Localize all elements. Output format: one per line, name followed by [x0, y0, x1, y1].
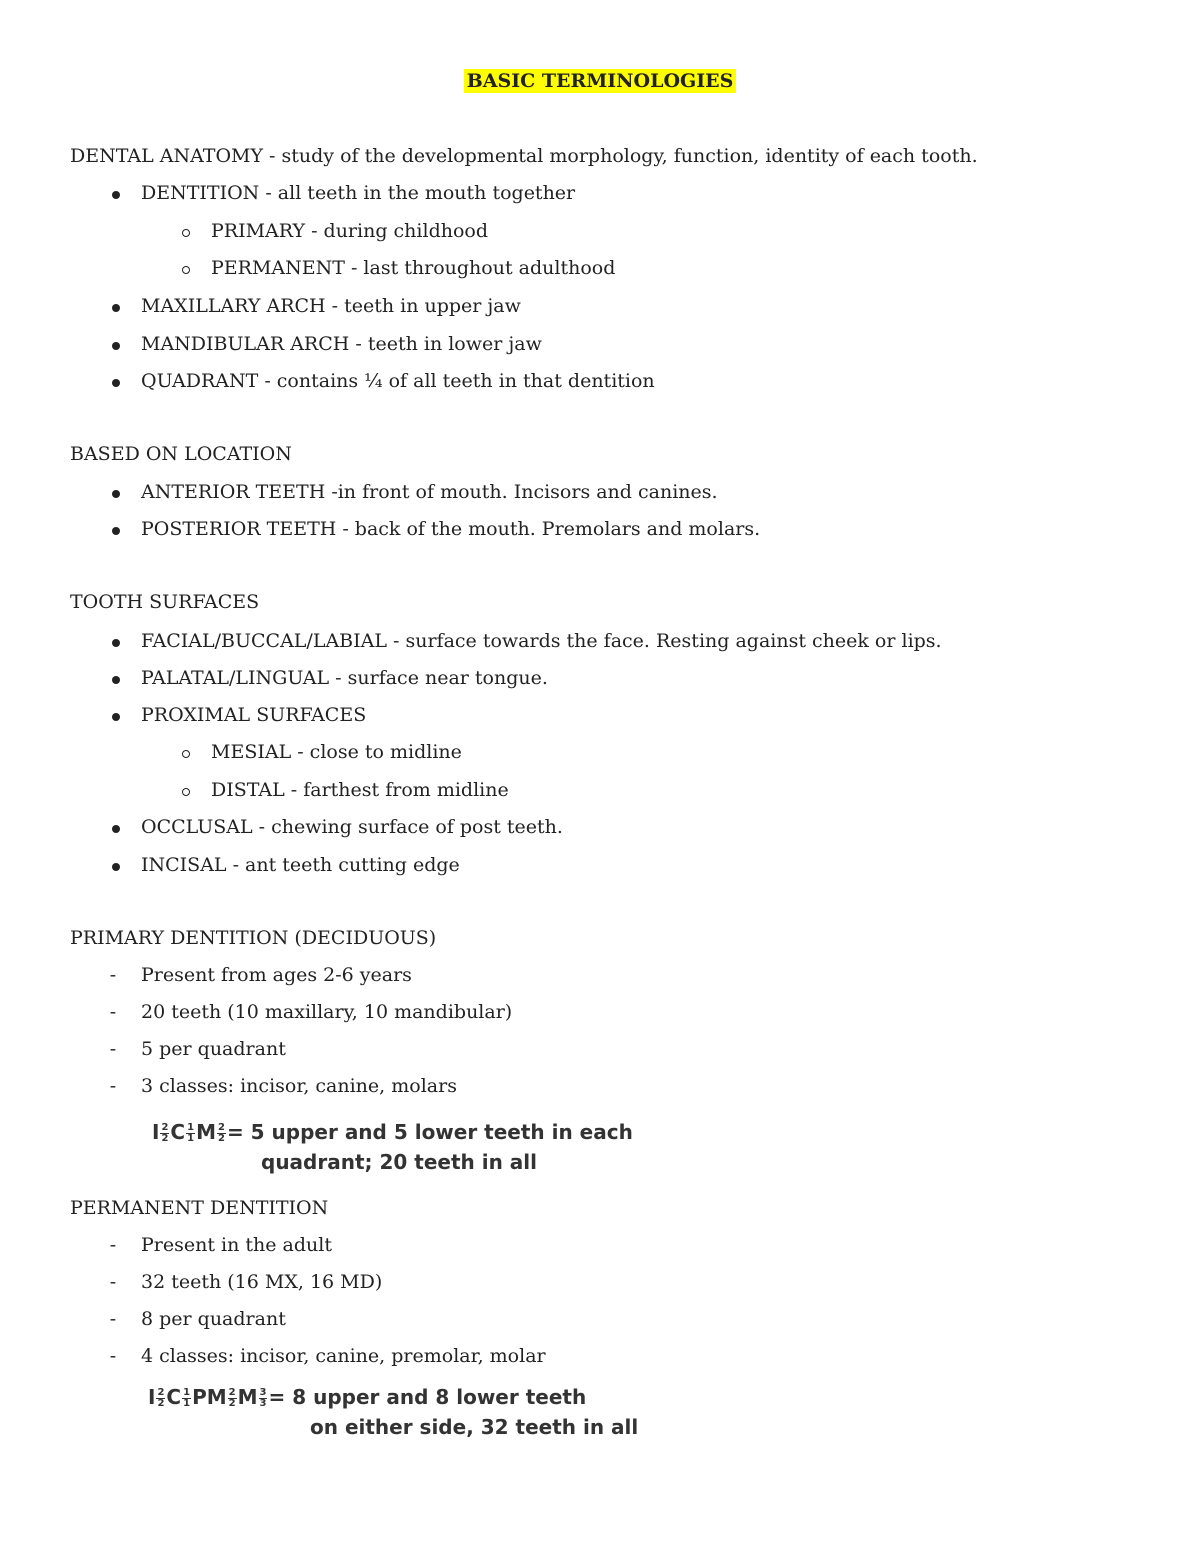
- bullet-icon: [103, 481, 123, 503]
- dash-bullet: -: [109, 1001, 117, 1023]
- section-heading-location: BASED ON LOCATION: [70, 443, 292, 465]
- bullet-icon: [103, 518, 123, 540]
- dash-bullet: -: [109, 1271, 117, 1293]
- list-item: MANDIBULAR ARCH - teeth in lower jaw: [141, 333, 542, 355]
- sub-list-item: PERMANENT - last throughout adulthood: [211, 257, 616, 279]
- bullet-icon: [103, 333, 123, 355]
- dash-bullet: -: [109, 964, 117, 986]
- section-heading-dental-anatomy: DENTAL ANATOMY - study of the developmental morphology, function, identity of each tooth.: [70, 145, 978, 167]
- list-item: FACIAL/BUCCAL/LABIAL - surface towards the face. Resting against cheek or lips.: [141, 630, 942, 652]
- dash-bullet: -: [109, 1075, 117, 1097]
- sub-list-item: DISTAL - farthest from midline: [211, 779, 509, 801]
- section-heading-permanent-dentition: PERMANENT DENTITION: [70, 1197, 329, 1219]
- formula-term: M $\frac{2}{2}$: [196, 1120, 225, 1144]
- bullet-icon: [103, 295, 123, 317]
- bullet-icon: [103, 182, 123, 204]
- list-item: OCCLUSAL - chewing surface of post teeth.: [141, 816, 563, 838]
- circle-bullet-icon: [173, 741, 193, 763]
- title-text: BASIC TERMINOLOGIES: [464, 69, 737, 93]
- list-item: Present in the adult: [141, 1234, 332, 1256]
- bullet-icon: [103, 370, 123, 392]
- formula-term: C $\frac{1}{1}$: [170, 1120, 195, 1144]
- bullet-icon: [103, 667, 123, 689]
- list-item: 3 classes: incisor, canine, molars: [141, 1075, 457, 1097]
- bullet-icon: [103, 816, 123, 838]
- dash-bullet: -: [109, 1234, 117, 1256]
- list-item: Present from ages 2-6 years: [141, 964, 412, 986]
- list-item: INCISAL - ant teeth cutting edge: [141, 854, 460, 876]
- list-item: 8 per quadrant: [141, 1308, 286, 1330]
- formula-term: I $\frac{2}{2}$: [152, 1120, 169, 1144]
- list-item: 5 per quadrant: [141, 1038, 286, 1060]
- circle-bullet-icon: [173, 257, 193, 279]
- list-item: 4 classes: incisor, canine, premolar, molar: [141, 1345, 546, 1367]
- bullet-icon: [103, 630, 123, 652]
- sub-list-item: PRIMARY - during childhood: [211, 220, 489, 242]
- section-heading-primary-dentition: PRIMARY DENTITION (DECIDUOUS): [70, 927, 437, 949]
- formula-line-1: = 5 upper and 5 lower teeth in each: [226, 1120, 633, 1144]
- list-item: MAXILLARY ARCH - teeth in upper jaw: [141, 295, 521, 317]
- list-item: 20 teeth (10 maxillary, 10 mandibular): [141, 1001, 513, 1023]
- bullet-icon: [103, 704, 123, 726]
- list-item: DENTITION - all teeth in the mouth together: [141, 182, 576, 204]
- formula-line-2: on either side, 32 teeth in all: [310, 1415, 639, 1439]
- list-item: 32 teeth (16 MX, 16 MD): [141, 1271, 383, 1293]
- sub-list-item: MESIAL - close to midline: [211, 741, 462, 763]
- section-heading-tooth-surfaces: TOOTH SURFACES: [70, 591, 260, 613]
- list-item: ANTERIOR TEETH -in front of mouth. Incisors and canines.: [141, 481, 718, 503]
- formula-term: M $\frac{3}{3}$: [237, 1385, 267, 1409]
- formula-term: I $\frac{2}{2}$: [148, 1385, 165, 1409]
- circle-bullet-icon: [173, 779, 193, 801]
- bullet-icon: [103, 854, 123, 876]
- formula-line-1: = 8 upper and 8 lower teeth: [268, 1385, 587, 1409]
- permanent-formula: [148, 1385, 586, 1409]
- document-title: [0, 70, 1200, 92]
- list-item: PROXIMAL SURFACES: [141, 704, 367, 726]
- list-item: QUADRANT - contains ¼ of all teeth in that dentition: [141, 370, 655, 392]
- formula-line-2: quadrant; 20 teeth in all: [261, 1150, 537, 1174]
- list-item: POSTERIOR TEETH - back of the mouth. Premolars and molars.: [141, 518, 761, 540]
- dash-bullet: -: [109, 1038, 117, 1060]
- formula-term: C $\frac{1}{1}$: [166, 1385, 191, 1409]
- primary-formula: [152, 1120, 633, 1144]
- formula-term: PM $\frac{2}{2}$: [192, 1385, 236, 1409]
- circle-bullet-icon: [173, 220, 193, 242]
- dash-bullet: -: [109, 1345, 117, 1367]
- dash-bullet: -: [109, 1308, 117, 1330]
- list-item: PALATAL/LINGUAL - surface near tongue.: [141, 667, 548, 689]
